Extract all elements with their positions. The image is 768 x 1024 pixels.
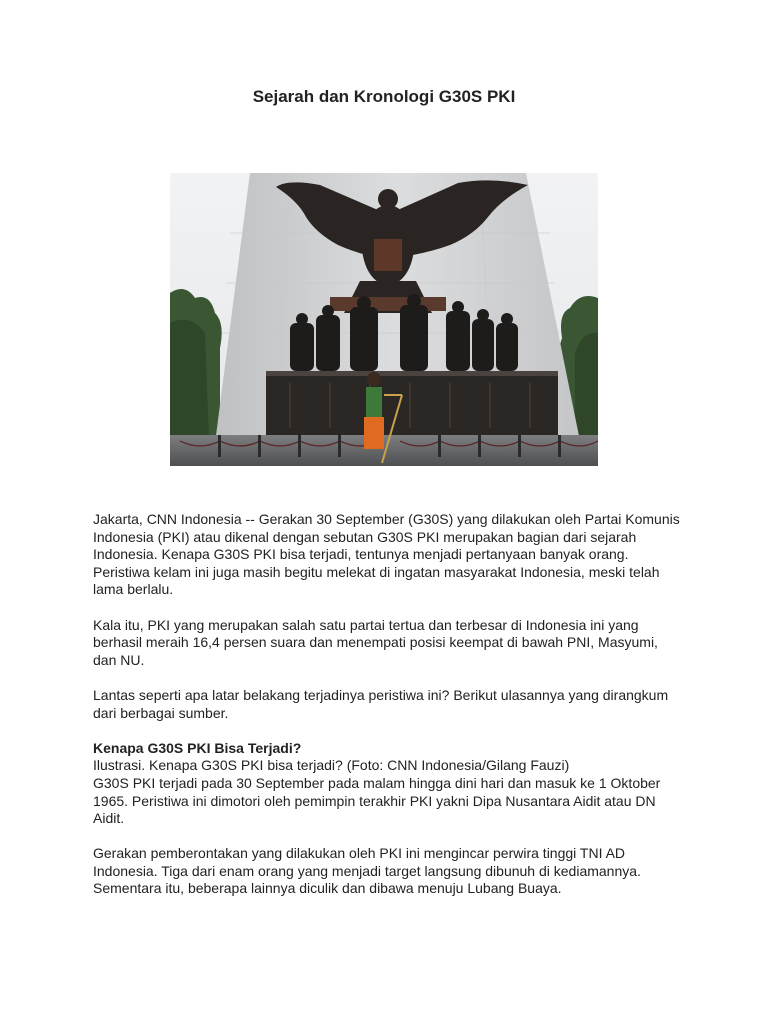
page-title: Sejarah dan Kronologi G30S PKI [252, 87, 516, 106]
section-heading: Kenapa G30S PKI Bisa Terjadi? [93, 739, 302, 756]
paragraph: G30S PKI terjadi pada 30 September pada malam hingga dini hari dan masuk ke 1 Oktober 1965. Peristiwa ini dimotori oleh pemimpin terakhir PKI yakni Dipa Nusantara Aidit atau DN Aidit. [93, 774, 661, 827]
paragraph: Kala itu, PKI yang merupakan salah satu partai tertua dan terbesar di Indonesia ini yang berhasil meraih 16,4 persen suara dan menempati posisi keempat di bawah PNI, Masyumi, dan NU. [93, 616, 658, 668]
paragraph: Jakarta, CNN Indonesia -- Gerakan 30 September (G30S) yang dilakukan oleh Partai Komunis Indonesia (PKI) atau dikenal dengan sebutan G30S PKI merupakan bagian dari sejarah Indonesia. Kenapa G30S PKI bisa terjadi, tentunya menjadi pertanyaan banyak orang. [93, 511, 680, 563]
photo-caption: Ilustrasi. Kenapa G30S PKI bisa terjadi? (Foto: CNN Indonesia/Gilang Fauzi) [93, 757, 570, 774]
paragraph: Peristiwa kelam ini juga masih begitu melekat di ingatan masyarakat Indonesia, meski telah lama berlalu. [93, 563, 660, 598]
paragraph: Lantas seperti apa latar belakang terjadinya peristiwa ini? Berikut ulasannya yang dirangkum dari berbagai sumber. [93, 686, 669, 721]
article-body [93, 511, 683, 898]
paragraph: Gerakan pemberontakan yang dilakukan oleh PKI ini mengincar perwira tinggi TNI AD Indonesia. Tiga dari enam orang yang menjadi target langsung dibunuh di kediamannya. Sementara itu, beberapa lainnya diculik dan dibawa menuju Lubang Buaya. [93, 845, 641, 897]
monument-photo [170, 173, 598, 466]
